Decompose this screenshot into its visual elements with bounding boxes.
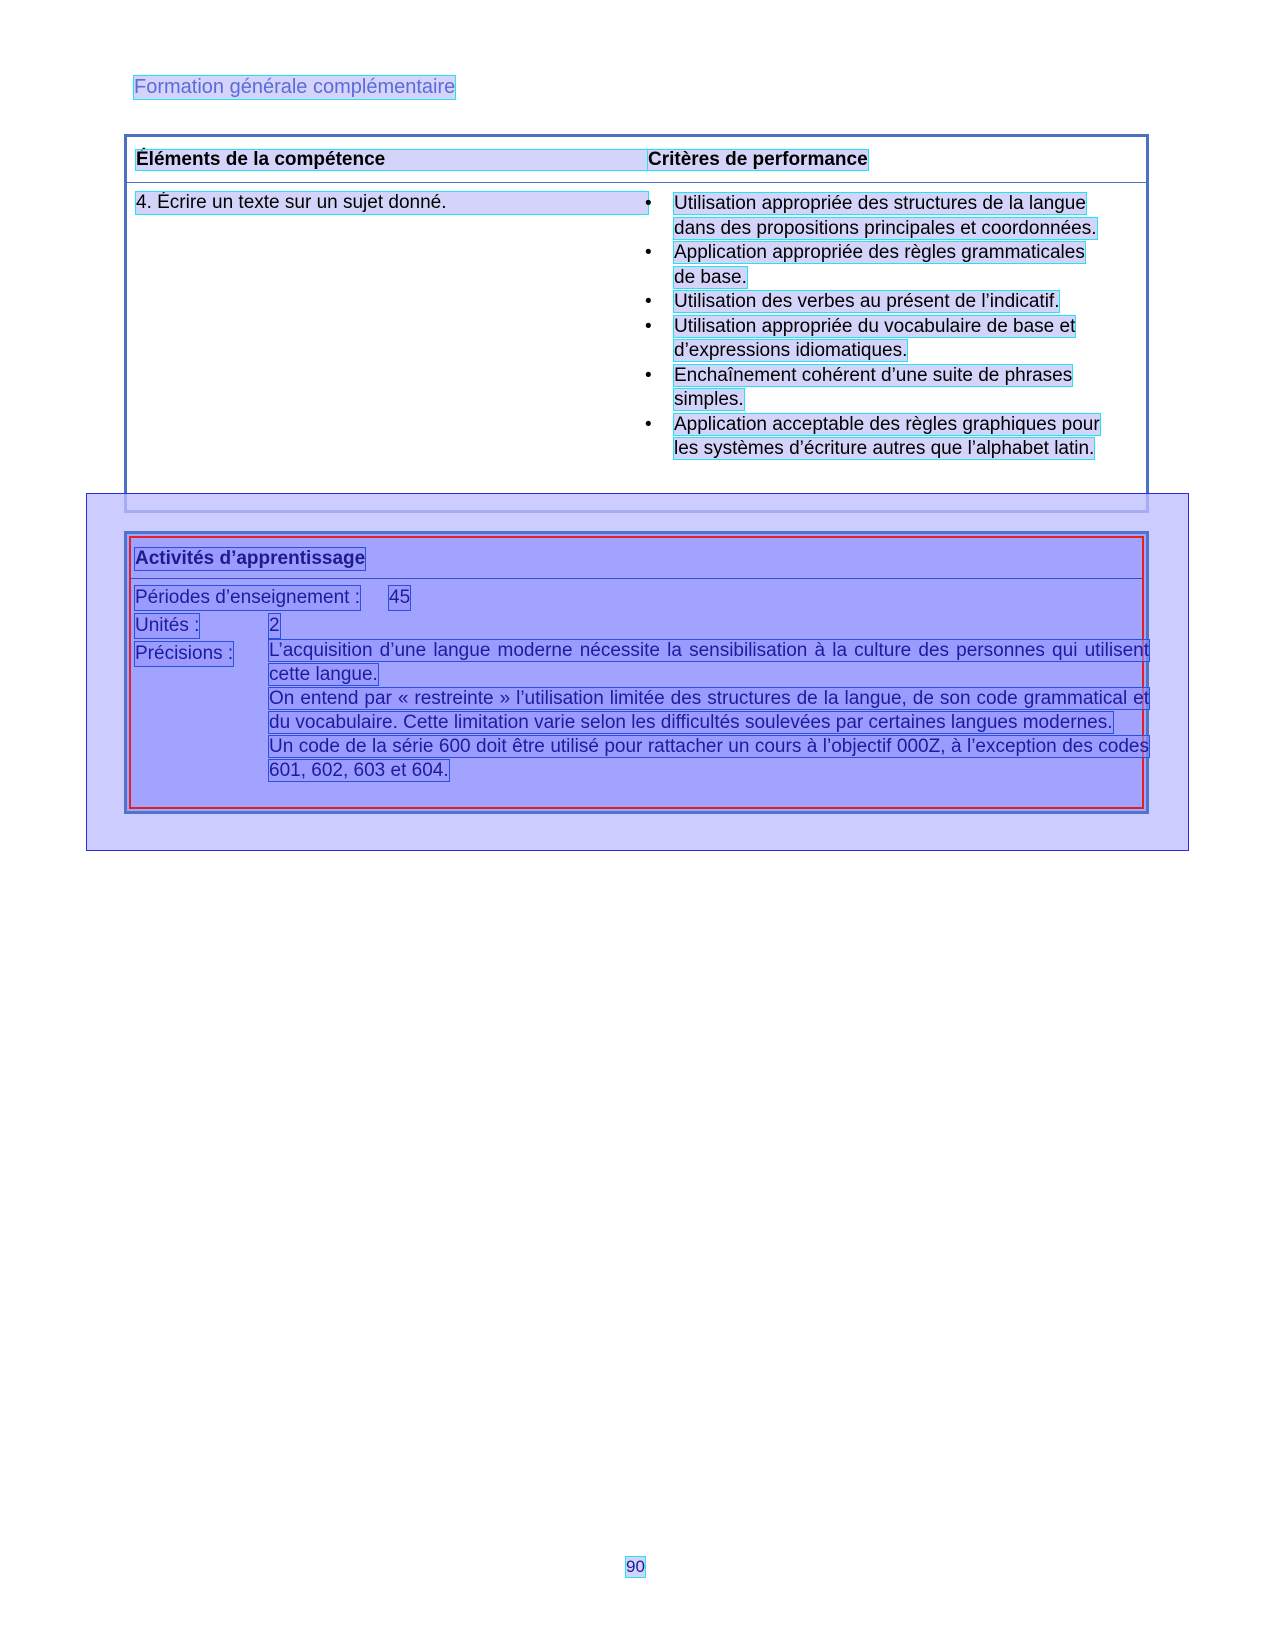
competence-table [124,134,1149,513]
precision-paragraph: Un code de la série 600 doit être utilisé pour rattacher un cours à l’objectif 000Z, à l’exception des codes 601, 602, 603 et 604. [269,736,1149,781]
bullet-icon: • [645,242,652,263]
periods-label: Périodes d’enseignement : [135,587,360,608]
competence-table-header [127,137,1146,183]
criteria-item: • Enchaînement cohérent d’une suite de phrases simples. [645,364,1073,410]
competence-element: 4. Écrire un texte sur un sujet donné. [136,192,648,214]
criteria-item: • Application acceptable des règles graphiques pour les systèmes d’écriture autres que l’alphabet latin. [645,413,1100,459]
criteria-item: • Utilisation appropriée du vocabulaire de base et d’expressions idiomatiques. [645,315,1076,361]
precision-paragraph: L’acquisition d’une langue moderne nécessite la sensibilisation à la culture des personnes qui utilisent cette langue. [269,640,1149,685]
activities-header [131,538,1142,579]
bullet-icon: • [645,413,652,435]
activities-box [124,531,1149,814]
page-number: 90 [626,1557,645,1576]
precisions-text [269,639,1149,783]
criteria-item: • Application appropriée des règles grammaticales de base. [645,242,1085,288]
bullet-icon: • [645,315,652,337]
bullet-icon: • [645,291,652,312]
section-title: Formation générale complémentaire [134,76,456,98]
precisions-label: Précisions : [135,643,234,664]
bullet-icon: • [645,193,652,214]
activities-title: Activités d’apprentissage [135,548,366,569]
criteria-item: • Utilisation des verbes au présent de l’indicatif. [645,290,1105,315]
units-label: Unités : [135,615,200,636]
units-value: 2 [269,615,280,636]
periods-value: 45 [389,587,411,608]
precision-paragraph: On entend par « restreinte » l’utilisation limitée des structures de la langue, de son code grammatical et du vocabulaire. Cette limitation varie selon les difficultés soulevées par certaines langues modernes. [269,688,1149,733]
bullet-icon: • [645,364,652,386]
header-criteria: Critères de performance [648,149,868,170]
header-elements: Éléments de la compétence [136,150,656,170]
criteria-item: • Utilisation appropriée des structures de la langue dans des propositions principales et coordonnées. [645,193,1097,239]
criteria-list [645,192,1105,462]
activities-selection-frame [129,536,1149,809]
